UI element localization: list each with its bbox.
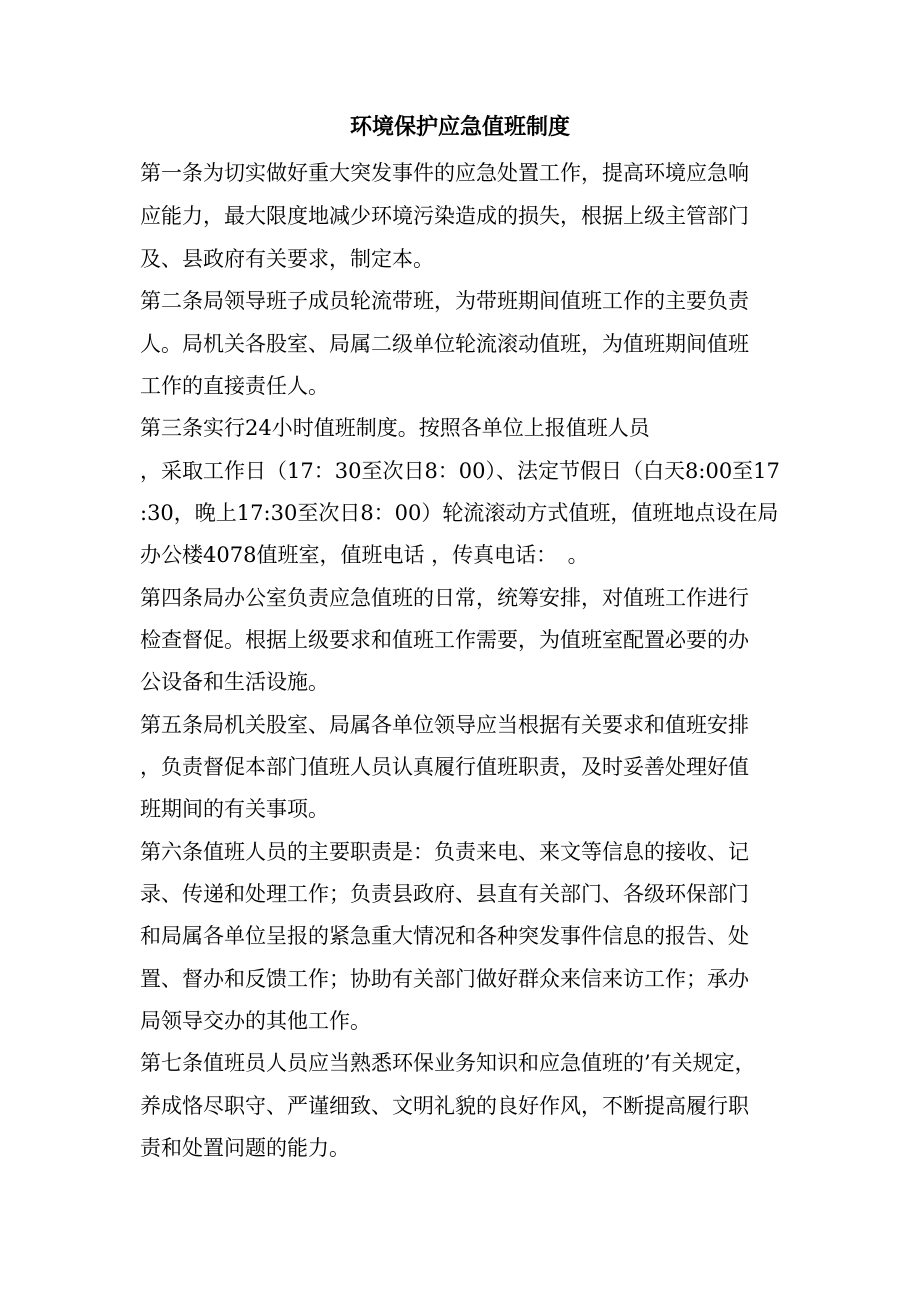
text-line: 应能力，最大限度地减少环境污染造成的损失，根据上级主管部门: [140, 204, 749, 228]
text-line: 第一条为切实做好重大突发事件的应急处置工作，提高环境应急响: [140, 161, 749, 185]
text-line: 责和处置问题的能力。: [140, 1136, 350, 1160]
text-line: 第五条局机关股室、局属各单位领导应当根据有关要求和值班安排: [140, 713, 749, 737]
text-line: 公设备和生活设施。: [140, 670, 329, 694]
text-line: 及、县政府有关要求，制定本。: [140, 247, 434, 271]
document-title: 环境保护应急值班制度: [349, 115, 570, 140]
text-line: ，负责督促本部门值班人员认真履行值班职责，及时妥善处理好值: [140, 755, 749, 779]
text-line: 第三条实行24小时值班制度。按照各单位上报值班人员: [140, 416, 650, 440]
text-line: 录、传递和处理工作；负责县政府、县直有关部门、各级环保部门: [140, 882, 749, 906]
text-line: 办公楼4078值班室，值班电话 ，传真电话： 。: [140, 543, 589, 567]
text-line: 工作的直接责任人。: [140, 374, 329, 398]
text-line: 和局属各单位呈报的紧急重大情况和各种突发事件信息的报告、处: [140, 924, 749, 948]
text-line: ，采取工作日（17：30至次日8：00）、法定节假日（白天8:00至17: [140, 459, 780, 483]
text-line: 人。局机关各股室、局属二级单位轮流滚动值班，为值班期间值班: [140, 332, 749, 356]
text-line: 检查督促。根据上级要求和值班工作需要，为值班室配置必要的办: [140, 628, 749, 652]
text-line: 第四条局办公室负责应急值班的日常，统筹安排，对值班工作进行: [140, 586, 749, 610]
text-line: 局领导交办的其他工作。: [140, 1009, 371, 1033]
text-line: 第六条值班人员的主要职责是：负责来电、来文等信息的接收、记: [140, 840, 749, 864]
text-line: 第二条局领导班子成员轮流带班，为带班期间值班工作的主要负责: [140, 289, 749, 313]
text-line: 班期间的有关事项。: [140, 797, 329, 821]
text-line: :30，晚上17:30至次日8：00）轮流滚动方式值班，值班地点设在局: [140, 501, 779, 525]
text-line: 第七条值班员人员应当熟悉环保业务知识和应急值班的’有关规定，: [140, 1051, 756, 1075]
text-line: 养成恪尽职守、严谨细致、文明礼貌的良好作风，不断提高履行职: [140, 1094, 749, 1118]
text-line: 置、督办和反馈工作；协助有关部门做好群众来信来访工作；承办: [140, 967, 749, 991]
